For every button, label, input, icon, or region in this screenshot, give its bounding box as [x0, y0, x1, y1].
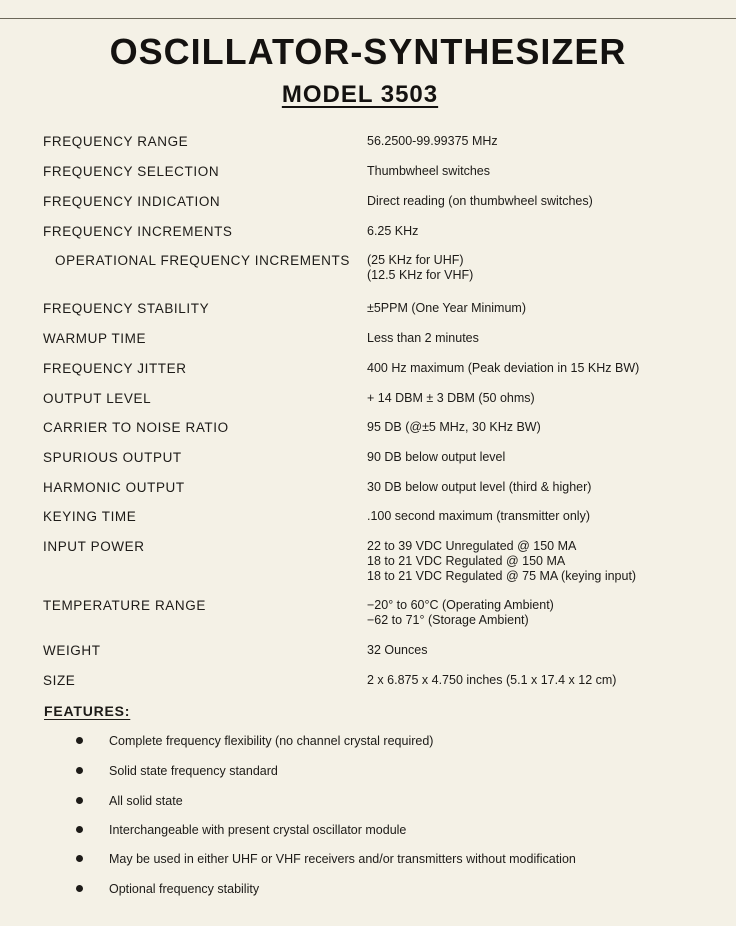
spec-label: FREQUENCY JITTER [43, 361, 187, 376]
spec-value: 22 to 39 VDC Unregulated @ 150 MA [367, 539, 577, 553]
bullet-icon [76, 797, 83, 804]
bullet-icon [76, 737, 83, 744]
feature-text: Optional frequency stability [109, 882, 260, 896]
spec-value: 6.25 KHz [367, 224, 419, 238]
bullet-icon [76, 885, 83, 892]
feature-text: Solid state frequency standard [109, 764, 278, 778]
spec-value: + 14 DBM ± 3 DBM (50 ohms) [367, 391, 535, 405]
feature-item [0, 794, 736, 810]
feature-text: All solid state [109, 794, 183, 808]
spec-value: 32 Ounces [367, 643, 428, 657]
features-heading: FEATURES: [44, 703, 131, 719]
top-rule [0, 18, 736, 19]
bullet-icon [76, 855, 83, 862]
feature-item [0, 823, 736, 839]
spec-value: −20° to 60°C (Operating Ambient) [367, 598, 554, 612]
model-number: MODEL 3503 [281, 81, 439, 108]
feature-text: Complete frequency flexibility (no channel crystal required) [109, 734, 434, 748]
spec-label: TEMPERATURE RANGE [43, 598, 206, 613]
spec-label: FREQUENCY INDICATION [43, 194, 221, 209]
spec-label: SIZE [43, 673, 76, 688]
spec-value: .100 second maximum (transmitter only) [367, 509, 590, 523]
feature-item [0, 852, 736, 868]
feature-item [0, 734, 736, 750]
feature-text: Interchangeable with present crystal oscillator module [109, 823, 407, 837]
spec-label: HARMONIC OUTPUT [43, 480, 185, 495]
spec-value: 56.2500-99.99375 MHz [367, 134, 498, 148]
spec-label: FREQUENCY RANGE [43, 134, 189, 149]
spec-label: WEIGHT [43, 643, 101, 658]
spec-value: −62 to 71° (Storage Ambient) [367, 613, 529, 627]
spec-value: 400 Hz maximum (Peak deviation in 15 KHz BW) [367, 361, 640, 375]
spec-value: 18 to 21 VDC Regulated @ 150 MA [367, 554, 566, 568]
spec-label: SPURIOUS OUTPUT [43, 450, 182, 465]
spec-value: 18 to 21 VDC Regulated @ 75 MA (keying input) [367, 569, 637, 583]
feature-text: May be used in either UHF or VHF receivers and/or transmitters without modification [109, 852, 576, 866]
spec-value: (12.5 KHz for VHF) [367, 268, 474, 282]
spec-value: Less than 2 minutes [367, 331, 479, 345]
spec-value: 95 DB (@±5 MHz, 30 KHz BW) [367, 420, 541, 434]
model-heading [0, 80, 720, 110]
spec-value: Direct reading (on thumbwheel switches) [367, 194, 593, 208]
spec-value: (25 KHz for UHF) [367, 253, 464, 267]
document-title: OSCILLATOR-SYNTHESIZER [109, 31, 627, 72]
spec-label: OUTPUT LEVEL [43, 391, 152, 406]
spec-label: OPERATIONAL FREQUENCY INCREMENTS [55, 253, 350, 268]
spec-label: KEYING TIME [43, 509, 137, 524]
spec-value: 90 DB below output level [367, 450, 506, 464]
spec-label: FREQUENCY INCREMENTS [43, 224, 233, 239]
spec-label: INPUT POWER [43, 539, 145, 554]
spec-value: 30 DB below output level (third & higher) [367, 480, 592, 494]
bullet-icon [76, 767, 83, 774]
spec-value: Thumbwheel switches [367, 164, 490, 178]
spec-value: 2 x 6.875 x 4.750 inches (5.1 x 17.4 x 12 cm) [367, 673, 617, 687]
spec-label: WARMUP TIME [43, 331, 147, 346]
feature-item [0, 882, 736, 898]
spec-value: ±5PPM (One Year Minimum) [367, 301, 526, 315]
bullet-icon [76, 826, 83, 833]
feature-item [0, 764, 736, 780]
spec-label: CARRIER TO NOISE RATIO [43, 420, 229, 435]
spec-label: FREQUENCY STABILITY [43, 301, 210, 316]
spec-label: FREQUENCY SELECTION [43, 164, 220, 179]
